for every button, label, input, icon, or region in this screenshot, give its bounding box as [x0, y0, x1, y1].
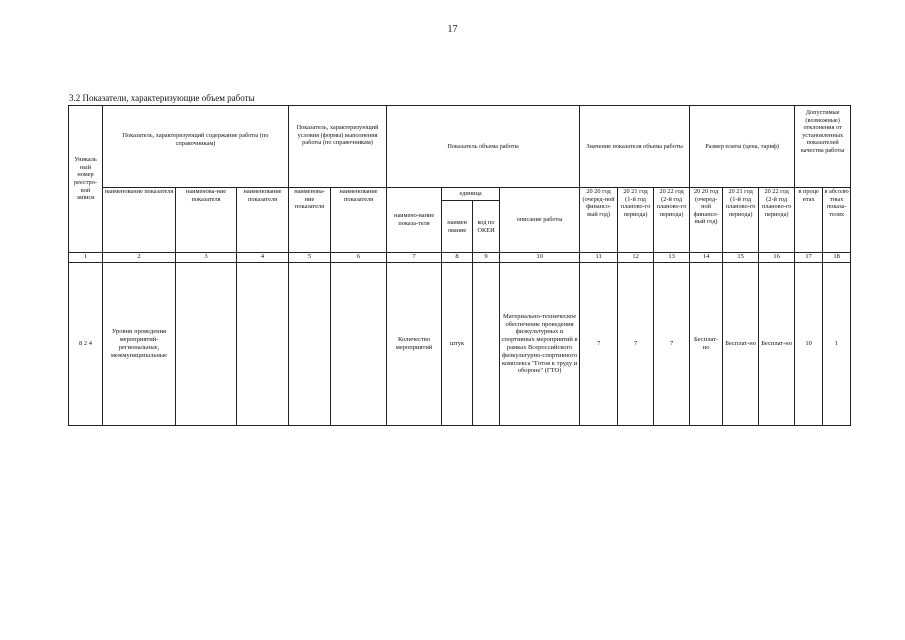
cell-fee-2020: Бесплат-но	[690, 263, 723, 426]
header-content-indicator: Показатель, характеризующий содержание работы (по справочникам)	[103, 106, 289, 188]
cell-value-2020: 7	[580, 263, 618, 426]
cell-content-name-2	[176, 263, 237, 426]
header-allowed-deviations: Допустимые (возможные) отклонения от установленных показателей качества работы	[795, 106, 851, 188]
header-volume-indicator: Показатель объема работы	[387, 106, 580, 188]
cell-content-name-3	[237, 263, 289, 426]
column-number: 5	[289, 253, 331, 263]
column-number: 15	[723, 253, 759, 263]
header-okei-code: код по ОКЕИ	[473, 201, 500, 253]
header-unit: единица	[442, 188, 500, 201]
header-deviation-absolute: в абсолю тных показа-телях	[823, 188, 851, 253]
cell-condition-name-2	[331, 263, 387, 426]
header-indicator-name-1: наименование показателя	[103, 188, 176, 253]
header-year-2021-plan: 20 21 год (1-й год планово-го периода)	[618, 188, 654, 253]
cell-fee-2021: Бесплат-но	[723, 263, 759, 426]
column-number: 12	[618, 253, 654, 263]
header-fee-2022-plan: 20 22 год (2-й год планово-го периода)	[759, 188, 795, 253]
header-unit-name: наимен ование	[442, 201, 473, 253]
cell-unit-name: штук	[442, 263, 473, 426]
cell-deviation-absolute: 1	[823, 263, 851, 426]
column-number: 16	[759, 253, 795, 263]
cell-condition-name-1	[289, 263, 331, 426]
header-work-description: описание работы	[500, 188, 580, 253]
header-volume-values: Значение показателя объема работы	[580, 106, 690, 188]
header-indicator-name-2: наименова-ние показателя	[176, 188, 237, 253]
work-volume-table	[68, 105, 851, 426]
column-number: 3	[176, 253, 237, 263]
cell-work-description: Материально-техническое обеспечение проведения физкультурных и спортивных мероприятий в рамках Всероссийского физкультурно-спортивного комплекса "Готов к труду и обороне" (ГТО)	[500, 263, 580, 426]
header-registry-number: Уникаль ный номер реестро- вой записи	[69, 106, 103, 253]
column-number: 7	[387, 253, 442, 263]
header-fee-size: Размер платы (цена, тариф)	[690, 106, 795, 188]
header-indicator-name-4: наименова-ние показателя	[289, 188, 331, 253]
column-number: 8	[442, 253, 473, 263]
header-indicator-name-5: наименование показателя	[331, 188, 387, 253]
cell-fee-2022: Бесплат-но	[759, 263, 795, 426]
column-number: 18	[823, 253, 851, 263]
column-number: 17	[795, 253, 823, 263]
cell-content-name-1: Уровни проведения мероприятий- региональные, межмуниципальные	[103, 263, 176, 426]
section-title: 3.2 Показатели, характеризующие объем работы	[69, 93, 255, 103]
header-deviation-percent: в проце нтах	[795, 188, 823, 253]
cell-okei-code	[473, 263, 500, 426]
table-row	[69, 263, 851, 426]
column-number: 2	[103, 253, 176, 263]
header-conditions-indicator: Показатель, характеризующий условия (формы) выполнения работы (по справочникам)	[289, 106, 387, 188]
header-year-2020-current: 20 20 год (очеред-ной финансо-вый год)	[580, 188, 618, 253]
cell-value-2021: 7	[618, 263, 654, 426]
header-fee-2020-current: 20 20 год (очеред-ной финансо-вый год)	[690, 188, 723, 253]
column-number: 1	[69, 253, 103, 263]
column-number: 14	[690, 253, 723, 263]
cell-value-2022: 7	[654, 263, 690, 426]
header-year-2022-plan: 20 22 год (2-й год планово-го периода)	[654, 188, 690, 253]
column-number: 11	[580, 253, 618, 263]
header-row-2	[69, 188, 851, 201]
cell-deviation-percent: 10	[795, 263, 823, 426]
column-number: 10	[500, 253, 580, 263]
cell-indicator-name: Количество мероприятий	[387, 263, 442, 426]
header-row-1	[69, 106, 851, 188]
column-number: 6	[331, 253, 387, 263]
cell-registry-number: 8 2 4	[69, 263, 103, 426]
header-indicator-name-3: наименование показателя	[237, 188, 289, 253]
header-volume-indicator-name: наимено-вание показа-теля	[387, 188, 442, 253]
header-fee-2021-plan: 20 21 год (1-й год планово-го периода)	[723, 188, 759, 253]
column-number: 13	[654, 253, 690, 263]
column-number: 4	[237, 253, 289, 263]
column-number-row	[69, 253, 851, 263]
column-number: 9	[473, 253, 500, 263]
page-number: 17	[447, 24, 458, 35]
